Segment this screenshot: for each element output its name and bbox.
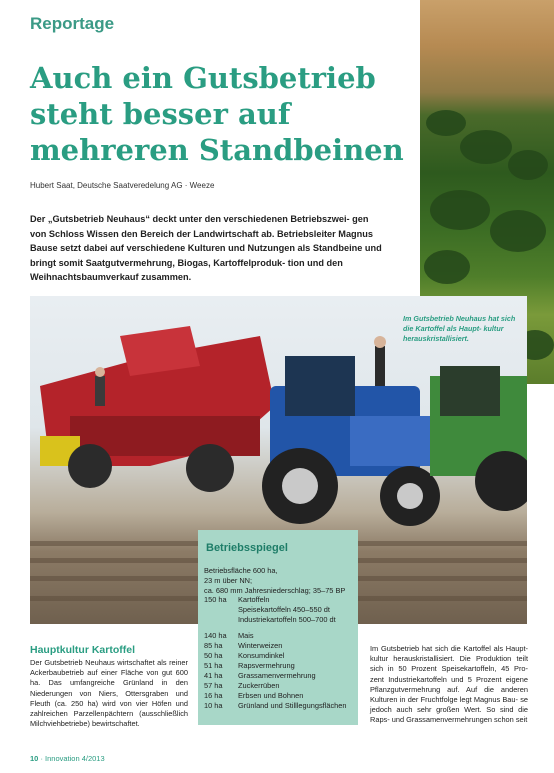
sub-heading: Hauptkultur Kartoffel (30, 644, 135, 656)
fact-label: Grünland und Stilllegungsflächen (238, 701, 347, 710)
fact-amount: 140 ha (204, 631, 227, 640)
fact-amount: 10 ha (204, 701, 223, 710)
page-number: 10 (30, 754, 39, 763)
section-label: Reportage (30, 14, 115, 33)
fact-amount: 41 ha (204, 671, 223, 680)
fact-label: Rapsvermehrung (238, 661, 295, 670)
issue-label: · Innovation 4/2013 (40, 754, 105, 763)
page-footer (30, 754, 105, 763)
title-line: Auch ein Gutsbetrieb (30, 61, 376, 95)
title-line: mehreren Standbeinen (30, 133, 404, 167)
fact-amount: 85 ha (204, 641, 223, 650)
fact-amount: 150 ha (204, 595, 227, 604)
fact-label: Mais (238, 631, 254, 640)
fact-label: Winterweizen (238, 641, 283, 650)
body-column-left: Der Gutsbetrieb Neuhaus wirtschaftet als reiner Ackerbaubetrieb auf einer Fläche von gut 600 ha. Das umfangreiche Grünland in den Niederungen von Niers, Ottersgraben und Fleuth (ca. 250 ha) wird von vier Höfen und zahlreichen Parzellenpächtern (ausschließlich Milchviehbetriebe) bewirtschaftet. (30, 658, 188, 729)
fact-label: Erbsen und Bohnen (238, 691, 304, 700)
fact-label: Grassamenvermehrung (238, 671, 316, 680)
author-line: Hubert Saat, Deutsche Saatveredelung AG · Weeze (30, 181, 215, 190)
fact-amount: 16 ha (204, 691, 223, 700)
fact-label: Speisekartoffeln 450–550 dt (238, 605, 330, 614)
fact-intro-line: 23 m über NN; (204, 575, 253, 585)
fact-box-intro (204, 566, 356, 595)
fact-label: Kartoffeln (238, 595, 270, 604)
fact-intro-line: Betriebsfläche 600 ha, (204, 566, 278, 575)
fact-box (198, 530, 358, 725)
fact-amount: 57 ha (204, 681, 223, 690)
fact-amount: 50 ha (204, 651, 223, 660)
fact-box-title: Betriebsspiegel (206, 542, 288, 554)
fact-label: Zuckerrüben (238, 681, 280, 690)
body-column-right: Im Gutsbetrieb hat sich die Kartoffel als Haupt- kultur herauskristallisiert. Die Produktion teilt sich in 50 Prozent Speisekartoffeln, 45 Pro- zent Industriekartoffeln und 5 Prozent eigene Pflanzgutvermehrung auf. Auf die anderen Kulturen in der Fruchtfolge legt Magnus Bau- se jedoch auch sehr großen Wert. So sind die Raps- und Grassamenvermehrungen schon seit (370, 644, 528, 725)
title-line: steht besser auf (30, 97, 291, 131)
photo-caption: Im Gutsbetrieb Neuhaus hat sich die Kartoffel als Haupt- kultur herauskristallisiert. (403, 314, 516, 343)
article-title (30, 60, 420, 168)
lead-paragraph: Der „Gutsbetrieb Neuhaus“ deckt unter den verschiedenen Betriebszwei- gen von Schloss Wissen den Bereich der Landwirtschaft ab. Betriebsleiter Magnus Bause setzt dabei auf verschiedene Kulturen und Nutzungen als Standbeine und bringt somit Saatgutvermehrung, Biogas, Kartoffelproduk- tion und den Weihnachtsbaumverkauf zusammen. (30, 214, 382, 282)
fact-intro-line: ca. 680 mm Jahresniederschlag; 35–75 BP (204, 585, 346, 595)
fact-amount: 51 ha (204, 661, 223, 670)
fact-label: Konsumdinkel (238, 651, 285, 660)
fact-label: Industriekartoffeln 500–700 dt (238, 615, 336, 624)
